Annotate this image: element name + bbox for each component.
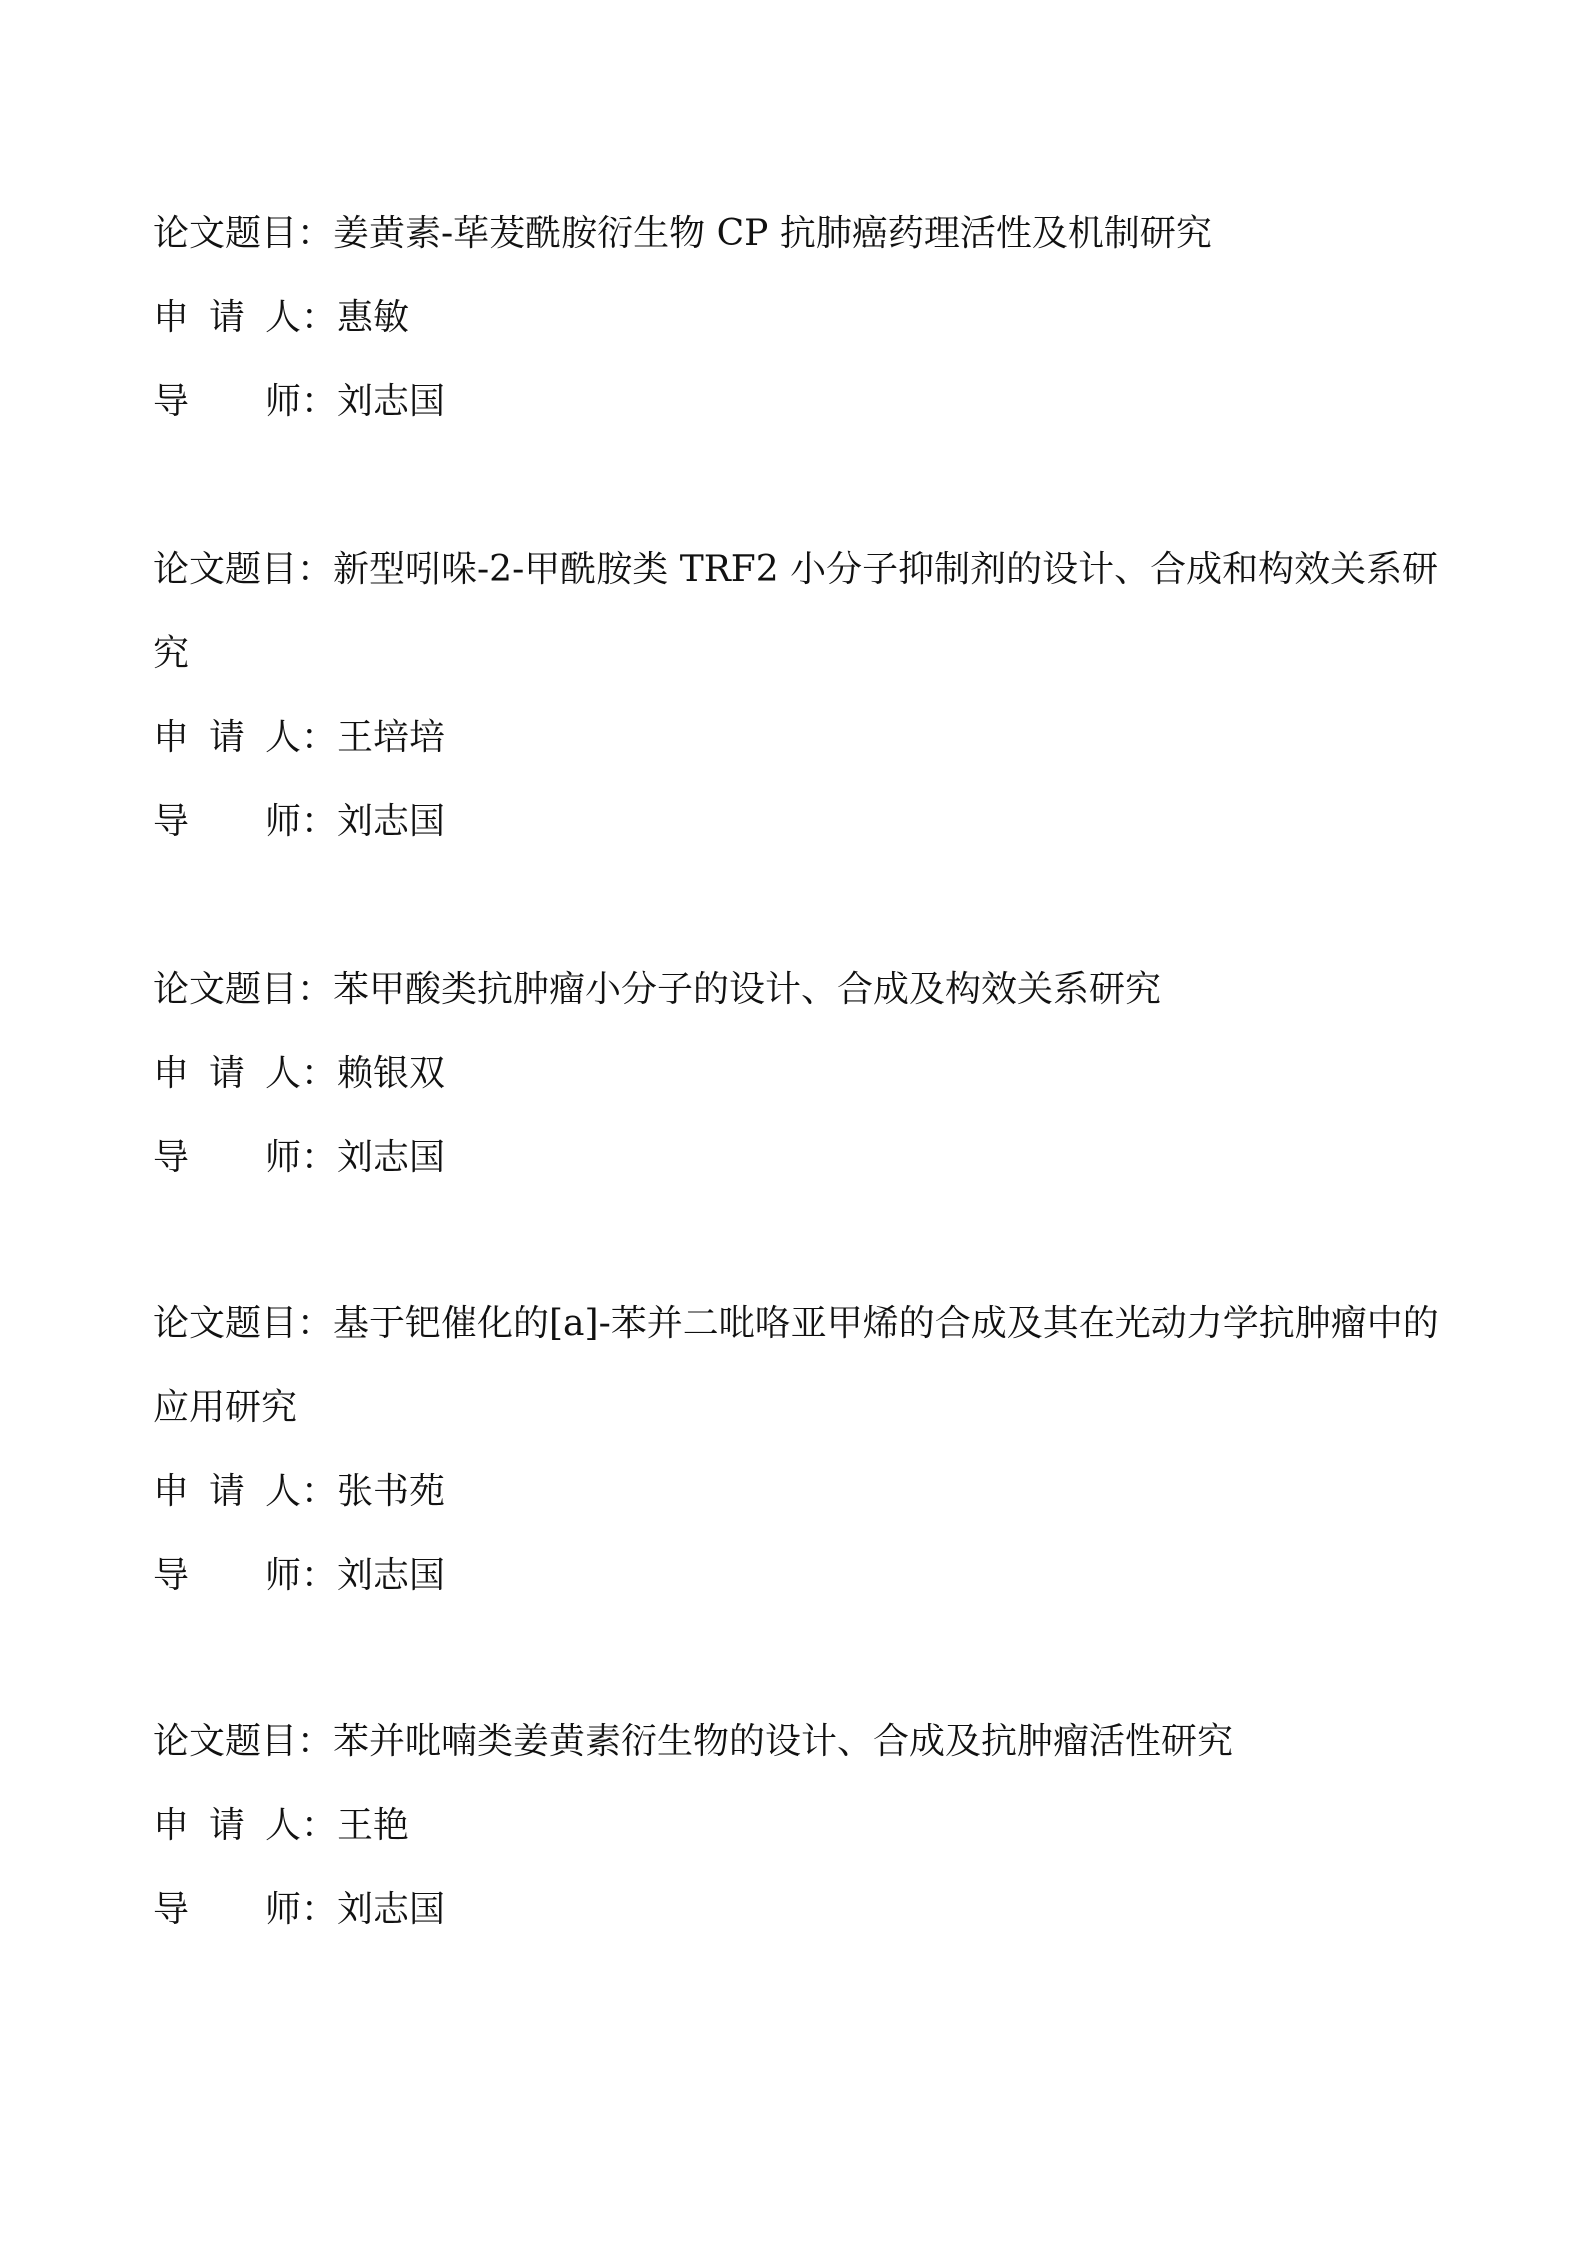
applicant-name: 惠敏	[337, 297, 410, 338]
thesis-title: 苯甲酸类抗肿瘤小分子的设计、合成及构效关系研究	[333, 969, 1162, 1010]
tutor-name: 刘志国	[337, 381, 446, 422]
title-label: 论文题目：	[153, 1721, 334, 1762]
applicant-line	[153, 1784, 1453, 1868]
applicant-line	[153, 696, 1453, 780]
applicant-label: 申 请 人	[153, 717, 302, 758]
applicant-name: 王艳	[337, 1805, 410, 1846]
thesis-title: 基于钯催化的[a]-苯并二吡咯亚甲烯的合成及其在光动力学抗肿瘤中的应用研究	[153, 1303, 1439, 1428]
applicant-name: 张书苑	[337, 1471, 446, 1512]
colon: ：	[301, 801, 338, 842]
applicant-label: 申 请 人	[153, 1053, 302, 1094]
thesis-entry	[153, 192, 1453, 444]
applicant-name: 赖银双	[337, 1053, 446, 1094]
title-label: 论文题目：	[153, 969, 334, 1010]
tutor-line	[153, 1116, 1453, 1200]
tutor-label: 导 师	[153, 1889, 302, 1930]
tutor-name: 刘志国	[337, 1889, 446, 1930]
thesis-title: 新型吲哚-2-甲酰胺类 TRF2 小分子抑制剂的设计、合成和构效关系研究	[153, 549, 1439, 674]
thesis-entry	[153, 1282, 1453, 1618]
thesis-entry	[153, 1700, 1453, 1952]
tutor-line	[153, 1534, 1453, 1618]
applicant-label: 申 请 人	[153, 297, 302, 338]
tutor-line	[153, 1868, 1453, 1952]
title-label: 论文题目：	[153, 549, 334, 590]
thesis-title-line	[153, 528, 1453, 696]
colon: ：	[301, 297, 338, 338]
applicant-label: 申 请 人	[153, 1805, 302, 1846]
colon: ：	[301, 1555, 338, 1596]
tutor-label: 导 师	[153, 381, 302, 422]
thesis-title: 苯并吡喃类姜黄素衍生物的设计、合成及抗肿瘤活性研究	[333, 1721, 1234, 1762]
tutor-name: 刘志国	[337, 1555, 446, 1596]
colon: ：	[301, 1805, 338, 1846]
thesis-entry	[153, 948, 1453, 1200]
tutor-label: 导 师	[153, 1555, 302, 1596]
tutor-line	[153, 360, 1453, 444]
colon: ：	[301, 1471, 338, 1512]
thesis-title-line	[153, 1282, 1453, 1450]
tutor-label: 导 师	[153, 1137, 302, 1178]
tutor-line	[153, 780, 1453, 864]
tutor-label: 导 师	[153, 801, 302, 842]
tutor-name: 刘志国	[337, 1137, 446, 1178]
colon: ：	[301, 1137, 338, 1178]
title-label: 论文题目：	[153, 213, 334, 254]
applicant-line	[153, 1032, 1453, 1116]
colon: ：	[301, 717, 338, 758]
thesis-title-line	[153, 1700, 1453, 1784]
colon: ：	[301, 1053, 338, 1094]
thesis-title-line	[153, 948, 1453, 1032]
colon: ：	[301, 381, 338, 422]
colon: ：	[301, 1889, 338, 1930]
applicant-name: 王培培	[337, 717, 446, 758]
applicant-line	[153, 1450, 1453, 1534]
thesis-title-line	[153, 192, 1453, 276]
applicant-line	[153, 276, 1453, 360]
title-label: 论文题目：	[153, 1303, 334, 1344]
thesis-entry	[153, 528, 1453, 864]
tutor-name: 刘志国	[337, 801, 446, 842]
thesis-title: 姜黄素-荜茇酰胺衍生物 CP 抗肺癌药理活性及机制研究	[333, 213, 1212, 254]
applicant-label: 申 请 人	[153, 1471, 302, 1512]
